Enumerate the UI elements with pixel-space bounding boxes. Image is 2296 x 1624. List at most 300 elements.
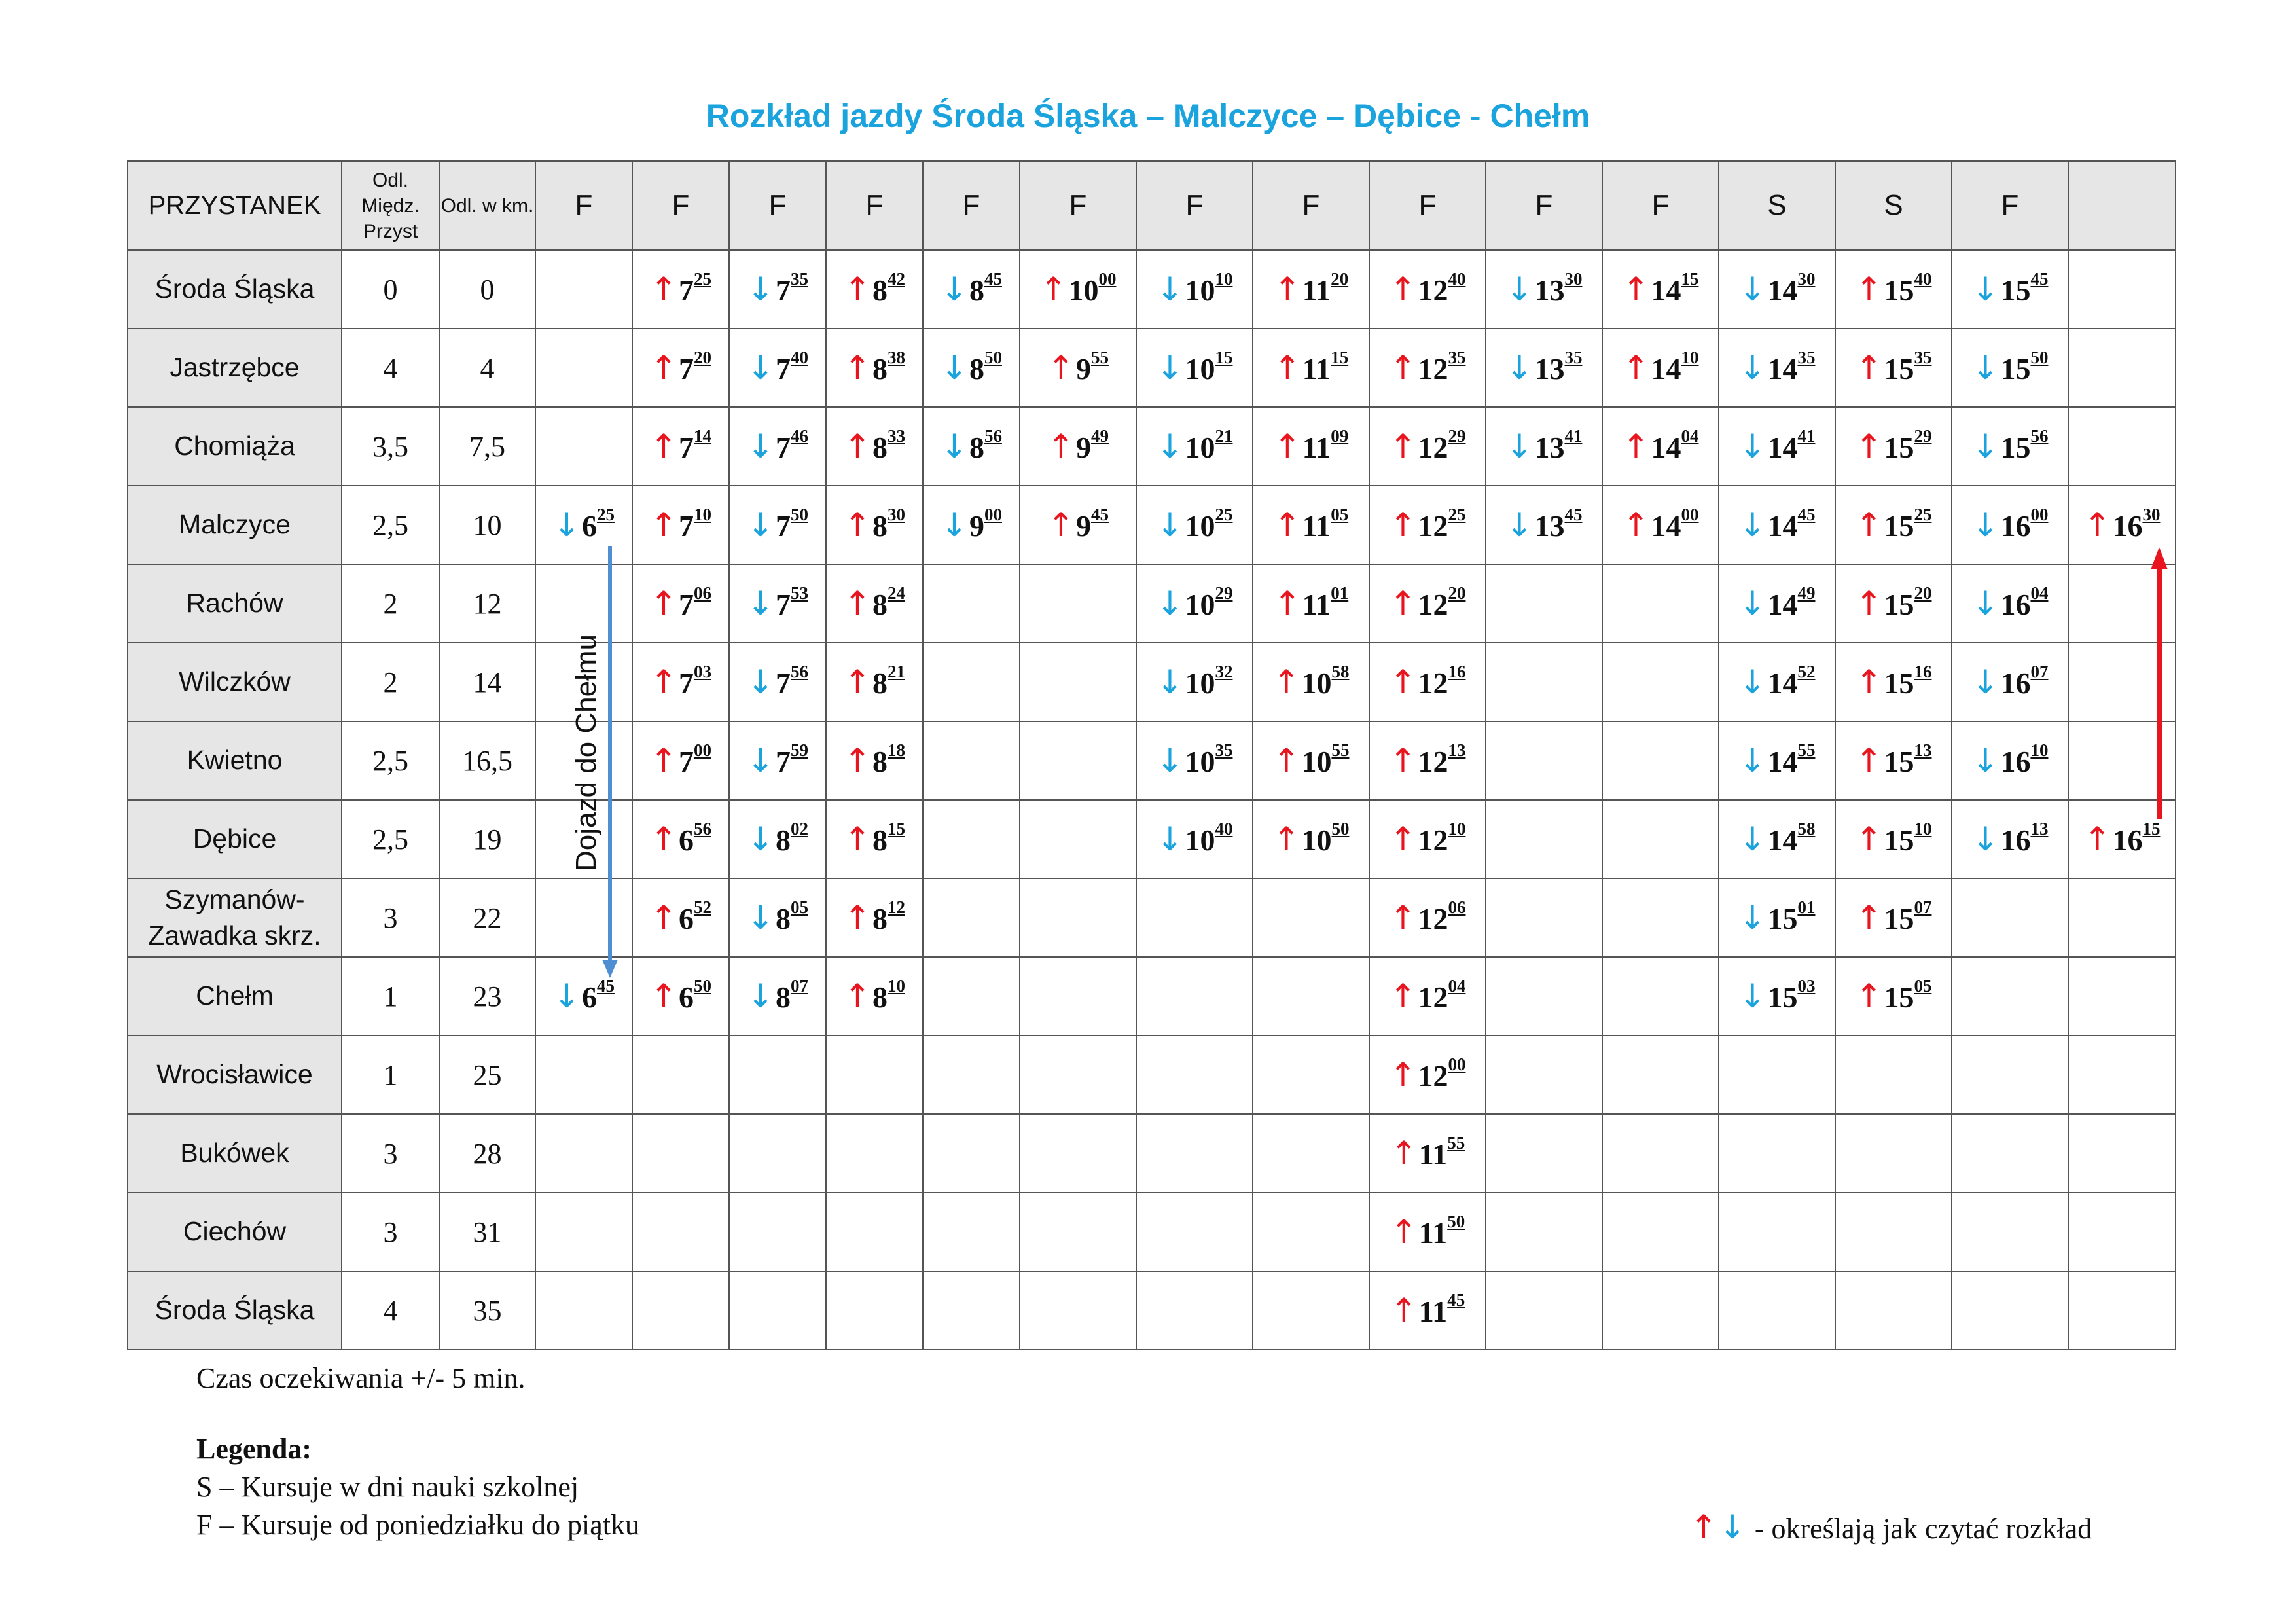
- time-cell: [1253, 800, 1369, 878]
- arrow-up-icon: ↑: [844, 585, 871, 623]
- time-cell: [923, 407, 1020, 486]
- arrow-up-icon: ↑: [1047, 506, 1075, 544]
- time-hour: 7: [775, 588, 791, 621]
- time-hour: 11: [1418, 1138, 1448, 1171]
- departure-time: [1622, 426, 1699, 465]
- time-cell: [826, 1193, 923, 1271]
- time-hour: 10: [1301, 745, 1332, 778]
- time-minute: 32: [1215, 662, 1233, 681]
- time-hour: 15: [1884, 823, 1914, 857]
- time-minute: 41: [1797, 426, 1816, 446]
- time-cell: [1369, 957, 1486, 1036]
- time-cell: [1020, 878, 1136, 957]
- departure-time: [1389, 662, 1466, 701]
- time-cell: [535, 250, 632, 329]
- time-minute: 55: [1797, 740, 1816, 760]
- time-cell: [632, 486, 729, 564]
- departure-time: [1855, 662, 1932, 701]
- arrow-up-icon: ↑: [1389, 270, 1417, 308]
- departure-time: [1389, 819, 1466, 858]
- arrow-down-icon: ↓: [1738, 270, 1767, 308]
- time-cell: [826, 250, 923, 329]
- time-hour: 15: [1884, 509, 1914, 543]
- arrow-up-icon: ↑: [1855, 977, 1883, 1015]
- departure-time: [844, 819, 905, 858]
- time-cell: [1486, 878, 1602, 957]
- arrow-down-icon: ↓: [941, 506, 968, 544]
- arrow-up-icon: ↑: [650, 506, 677, 544]
- table-row: [128, 250, 2176, 329]
- time-hour: 12: [1418, 981, 1448, 1014]
- time-hour: 7: [678, 666, 694, 700]
- time-minute: 20: [693, 348, 711, 367]
- time-cell: [1602, 564, 1719, 643]
- time-hour: 7: [678, 745, 694, 778]
- time-cell: [923, 486, 1020, 564]
- time-cell: [1719, 800, 1835, 878]
- time-cell: [2068, 329, 2176, 407]
- time-minute: 40: [1914, 269, 1932, 289]
- time-cell: [1020, 250, 1136, 329]
- arrow-down-icon: ↓: [1505, 427, 1534, 465]
- header-dist-km: Odl. w km.: [439, 161, 535, 250]
- time-hour: 11: [1302, 509, 1331, 543]
- time-cell: [923, 800, 1020, 878]
- time-cell: [1719, 486, 1835, 564]
- time-minute: 45: [1797, 505, 1816, 524]
- time-cell: [535, 486, 632, 564]
- time-cell: [923, 1114, 1020, 1193]
- time-hour: 8: [872, 666, 888, 700]
- time-hour: 14: [1767, 588, 1798, 621]
- time-minute: 00: [1098, 269, 1117, 289]
- time-minute: 53: [790, 583, 808, 603]
- time-minute: 13: [1914, 740, 1932, 760]
- time-cell: [1602, 800, 1719, 878]
- time-cell: [1719, 1271, 1835, 1350]
- arrow-up-icon: ↑: [844, 427, 871, 465]
- departure-time: [1273, 348, 1349, 387]
- departure-time: [1855, 269, 1932, 308]
- time-cell: [1253, 878, 1369, 957]
- time-cell: [1136, 564, 1253, 643]
- time-cell: [535, 1193, 632, 1271]
- time-minute: 15: [1215, 348, 1233, 367]
- time-minute: 20: [1448, 583, 1466, 603]
- time-cell: [1486, 564, 1602, 643]
- time-hour: 16: [2112, 823, 2143, 857]
- arrow-up-icon: ↑: [650, 349, 677, 387]
- time-minute: 10: [2030, 740, 2049, 760]
- time-hour: 7: [775, 745, 791, 778]
- departure-time: [650, 897, 711, 937]
- departure-time: [1389, 1055, 1466, 1094]
- time-minute: 45: [596, 976, 615, 996]
- header-course-type: S: [1835, 161, 1952, 250]
- arrow-up-icon: ↑: [1039, 270, 1067, 308]
- time-minute: 40: [790, 348, 808, 367]
- time-cell: [2068, 1036, 2176, 1114]
- departure-time: [1505, 505, 1583, 544]
- time-cell: [826, 1036, 923, 1114]
- header-course-type: F: [1952, 161, 2068, 250]
- stop-name: Szymanów-Zawadka skrz.: [128, 878, 342, 957]
- time-cell: [1486, 1036, 1602, 1114]
- time-cell: [1136, 721, 1253, 800]
- time-hour: 12: [1418, 588, 1448, 621]
- time-cell: [632, 329, 729, 407]
- arrow-down-icon: ↓: [1738, 349, 1767, 387]
- arrow-down-icon: ↓: [747, 742, 774, 780]
- time-cell: [826, 564, 923, 643]
- time-minute: 58: [1797, 819, 1816, 839]
- time-cell: [1369, 407, 1486, 486]
- arrow-down-icon: ↓: [1156, 663, 1184, 701]
- time-cell: [1835, 800, 1952, 878]
- departure-time: [1738, 426, 1816, 465]
- dojazd-label-text: Dojazd do Chełmu: [570, 634, 602, 871]
- arrow-down-icon: ↓: [1738, 742, 1767, 780]
- time-hour: 8: [872, 274, 888, 307]
- time-cell: [826, 407, 923, 486]
- time-cell: [1719, 721, 1835, 800]
- time-hour: 8: [775, 981, 791, 1014]
- arrow-up-icon: ↑: [1272, 820, 1300, 858]
- time-cell: [1020, 564, 1136, 643]
- arrow-up-icon: ↑: [1855, 349, 1883, 387]
- time-cell: [1253, 721, 1369, 800]
- departure-time: [1855, 897, 1932, 937]
- distance-km: 31: [439, 1193, 535, 1271]
- departure-time: [844, 897, 905, 937]
- time-cell: [1835, 486, 1952, 564]
- distance-between: 2,5: [342, 486, 439, 564]
- header-course-type: F: [1253, 161, 1369, 250]
- time-hour: 6: [678, 823, 694, 857]
- time-cell: [1369, 329, 1486, 407]
- time-hour: 12: [1418, 823, 1448, 857]
- time-minute: 56: [693, 819, 711, 839]
- arrow-down-icon: ↓: [553, 506, 581, 544]
- arrow-down-icon: ↓: [1718, 1508, 1746, 1546]
- time-minute: 25: [1215, 505, 1233, 524]
- time-cell: [1253, 329, 1369, 407]
- time-hour: 8: [872, 588, 888, 621]
- time-hour: 12: [1418, 1059, 1448, 1092]
- time-cell: [1602, 250, 1719, 329]
- time-cell: [923, 250, 1020, 329]
- arrow-down-icon: ↓: [1738, 427, 1767, 465]
- time-hour: 16: [2000, 823, 2031, 857]
- time-minute: 56: [790, 662, 808, 681]
- departure-time: [1738, 269, 1816, 308]
- time-cell: [632, 1271, 729, 1350]
- time-cell: [1835, 250, 1952, 329]
- departure-time: [1855, 583, 1932, 623]
- time-cell: [1835, 564, 1952, 643]
- departure-time: [1971, 740, 2049, 780]
- header-course-type: F: [1602, 161, 1719, 250]
- departure-time: [1971, 583, 2049, 623]
- departure-time: [1738, 897, 1816, 937]
- departure-time: [747, 662, 808, 701]
- time-cell: [535, 407, 632, 486]
- time-hour: 8: [872, 823, 888, 857]
- departure-time: [844, 740, 905, 780]
- distance-km: 22: [439, 878, 535, 957]
- time-minute: 30: [2142, 505, 2161, 524]
- departure-time: [2083, 819, 2161, 858]
- departure-time: [747, 819, 808, 858]
- time-cell: [729, 957, 826, 1036]
- time-minute: 49: [1797, 583, 1816, 603]
- time-cell: [826, 486, 923, 564]
- time-cell: [632, 564, 729, 643]
- header-course-type: S: [1719, 161, 1835, 250]
- time-minute: 56: [2030, 426, 2049, 446]
- arrow-down-icon: ↓: [747, 899, 774, 937]
- departure-time: [1389, 348, 1466, 387]
- distance-between: 2: [342, 564, 439, 643]
- time-minute: 05: [1914, 976, 1932, 996]
- distance-km: 7,5: [439, 407, 535, 486]
- time-hour: 10: [1185, 745, 1215, 778]
- time-cell: [1020, 1036, 1136, 1114]
- time-minute: 50: [693, 976, 711, 996]
- time-minute: 02: [790, 819, 808, 839]
- time-cell: [1136, 1114, 1253, 1193]
- time-hour: 8: [872, 981, 888, 1014]
- time-minute: 04: [1448, 976, 1466, 996]
- departure-time: [1390, 1133, 1465, 1172]
- time-cell: [826, 878, 923, 957]
- time-cell: [1835, 721, 1952, 800]
- departure-time: [2083, 505, 2161, 544]
- departure-time: [650, 348, 711, 387]
- time-minute: 38: [887, 348, 905, 367]
- time-cell: [1020, 1193, 1136, 1271]
- distance-between: 1: [342, 1036, 439, 1114]
- arrow-down-icon: ↓: [747, 585, 774, 623]
- departure-time: [1389, 976, 1466, 1015]
- stop-name: Wilczków: [128, 643, 342, 721]
- time-cell: [1835, 957, 1952, 1036]
- arrow-down-icon: ↓: [1156, 742, 1184, 780]
- departure-time: [1389, 505, 1466, 544]
- departure-time: [1156, 426, 1233, 465]
- time-minute: 10: [693, 505, 711, 524]
- departure-time: [1272, 819, 1350, 858]
- distance-between: 3,5: [342, 407, 439, 486]
- arrow-up-icon: ↑: [1390, 1291, 1418, 1329]
- stop-name: Chomiąża: [128, 407, 342, 486]
- time-cell: [1602, 1114, 1719, 1193]
- departure-time: [941, 505, 1002, 544]
- time-minute: 00: [2030, 505, 2049, 524]
- departure-time: [1971, 348, 2049, 387]
- time-cell: [1486, 407, 1602, 486]
- arrow-up-icon: ↑: [1273, 427, 1301, 465]
- header-course-type: F: [535, 161, 632, 250]
- time-hour: 10: [1185, 823, 1215, 857]
- time-cell: [535, 1114, 632, 1193]
- time-hour: 8: [969, 431, 984, 464]
- time-minute: 50: [2030, 348, 2049, 367]
- time-cell: [1136, 1193, 1253, 1271]
- departure-time: [1505, 348, 1583, 387]
- departure-time: [1855, 426, 1932, 465]
- departure-time: [650, 976, 711, 1015]
- arrow-up-icon: ↑: [1389, 663, 1417, 701]
- arrow-up-icon: ↑: [844, 270, 871, 308]
- time-cell: [1952, 407, 2068, 486]
- time-hour: 7: [678, 588, 694, 621]
- departure-time: [941, 348, 1002, 387]
- arrow-down-icon: ↓: [747, 977, 774, 1015]
- time-hour: 15: [2000, 352, 2031, 386]
- arrow-down-icon: ↓: [747, 506, 774, 544]
- wait-note: Czas oczekiwania +/- 5 min.: [196, 1362, 526, 1394]
- time-hour: 12: [1418, 666, 1448, 700]
- header-course-type: F: [826, 161, 923, 250]
- time-hour: 6: [581, 509, 597, 543]
- table-row: [128, 1036, 2176, 1114]
- time-cell: [1253, 643, 1369, 721]
- time-hour: 13: [1534, 509, 1565, 543]
- time-cell: [1369, 643, 1486, 721]
- departure-time: [1738, 819, 1816, 858]
- distance-km: 0: [439, 250, 535, 329]
- arrow-up-icon: ↑: [1389, 585, 1417, 623]
- time-cell: [1369, 800, 1486, 878]
- time-cell: [1952, 564, 2068, 643]
- departure-time: [1389, 426, 1466, 465]
- arrow-down-icon: ↓: [1738, 977, 1767, 1015]
- time-cell: [1136, 407, 1253, 486]
- table-row: [128, 1193, 2176, 1271]
- arrow-up-icon: ↑: [1855, 585, 1883, 623]
- arrow-up-icon: ↑: [1272, 663, 1300, 701]
- time-cell: [632, 1036, 729, 1114]
- time-hour: 7: [678, 431, 694, 464]
- departure-time: [1505, 426, 1583, 465]
- table-row: [128, 1114, 2176, 1193]
- stop-name: Kwietno: [128, 721, 342, 800]
- time-minute: 05: [790, 897, 808, 917]
- time-minute: 55: [1331, 740, 1350, 760]
- time-hour: 7: [678, 509, 694, 543]
- time-hour: 15: [1884, 274, 1914, 307]
- time-hour: 8: [775, 823, 791, 857]
- departure-time: [1390, 1290, 1465, 1329]
- arrow-up-icon: ↑: [1389, 742, 1417, 780]
- time-hour: 15: [1767, 902, 1798, 935]
- return-arrowhead-icon: [2151, 547, 2168, 569]
- time-cell: [1369, 1193, 1486, 1271]
- time-cell: [632, 1114, 729, 1193]
- time-cell: [826, 1114, 923, 1193]
- arrow-down-icon: ↓: [1971, 506, 2000, 544]
- stop-name: Środa Śląska: [128, 250, 342, 329]
- time-cell: [1719, 329, 1835, 407]
- arrow-down-icon: ↓: [747, 349, 774, 387]
- time-cell: [1602, 1036, 1719, 1114]
- time-minute: 15: [1331, 348, 1349, 367]
- arrow-up-icon: ↑: [1389, 506, 1417, 544]
- time-hour: 16: [2000, 666, 2031, 700]
- time-cell: [1952, 1036, 2068, 1114]
- time-hour: 7: [775, 666, 791, 700]
- page-title: Rozkład jazdy Środa Śląska – Malczyce – Dębice - Chełm: [706, 98, 1590, 134]
- arrow-up-icon: ↑: [1389, 899, 1417, 937]
- time-cell: [1369, 1036, 1486, 1114]
- time-hour: 11: [1418, 1295, 1448, 1328]
- time-hour: 15: [1884, 666, 1914, 700]
- departure-time: [1855, 976, 1932, 1015]
- departure-time: [1156, 662, 1233, 701]
- time-minute: 04: [2030, 583, 2049, 603]
- departure-time: [844, 269, 905, 308]
- time-cell: [1486, 329, 1602, 407]
- time-minute: 52: [693, 897, 711, 917]
- distance-km: 12: [439, 564, 535, 643]
- time-minute: 05: [1331, 505, 1349, 524]
- arrow-down-icon: ↓: [1971, 742, 2000, 780]
- departure-time: [1390, 1212, 1465, 1251]
- departure-time: [1855, 348, 1932, 387]
- time-cell: [1486, 721, 1602, 800]
- departure-time: [1156, 348, 1233, 387]
- arrow-up-icon: ↑: [650, 899, 677, 937]
- time-cell: [1136, 329, 1253, 407]
- time-cell: [729, 329, 826, 407]
- arrow-down-icon: ↓: [1971, 349, 2000, 387]
- time-hour: 13: [1534, 274, 1565, 307]
- departure-time: [747, 897, 808, 937]
- time-minute: 04: [1681, 426, 1699, 446]
- arrow-down-icon: ↓: [1156, 270, 1184, 308]
- time-hour: 15: [2000, 274, 2031, 307]
- departure-time: [1273, 269, 1349, 308]
- departure-time: [1156, 269, 1233, 308]
- time-minute: 20: [1331, 269, 1349, 289]
- time-minute: 01: [1331, 583, 1349, 603]
- arrow-down-icon: ↓: [1738, 820, 1767, 858]
- time-cell: [1136, 250, 1253, 329]
- distance-km: 19: [439, 800, 535, 878]
- time-hour: 10: [1301, 666, 1332, 700]
- departure-time: [1971, 505, 2049, 544]
- time-minute: 29: [1914, 426, 1932, 446]
- time-minute: 16: [1914, 662, 1932, 681]
- departure-time: [1272, 740, 1350, 780]
- time-cell: [729, 1271, 826, 1350]
- stop-name: Ciechów: [128, 1193, 342, 1271]
- arrow-down-icon: ↓: [1505, 349, 1534, 387]
- arrow-up-icon: ↑: [650, 977, 677, 1015]
- departure-time: [1156, 505, 1233, 544]
- table-row: [128, 329, 2176, 407]
- time-minute: 30: [887, 505, 905, 524]
- time-hour: 8: [969, 274, 984, 307]
- time-cell: [632, 721, 729, 800]
- distance-km: 23: [439, 957, 535, 1036]
- header-course-type: F: [729, 161, 826, 250]
- time-cell: [1020, 721, 1136, 800]
- time-cell: [1136, 643, 1253, 721]
- time-minute: 14: [693, 426, 711, 446]
- time-hour: 6: [678, 981, 694, 1014]
